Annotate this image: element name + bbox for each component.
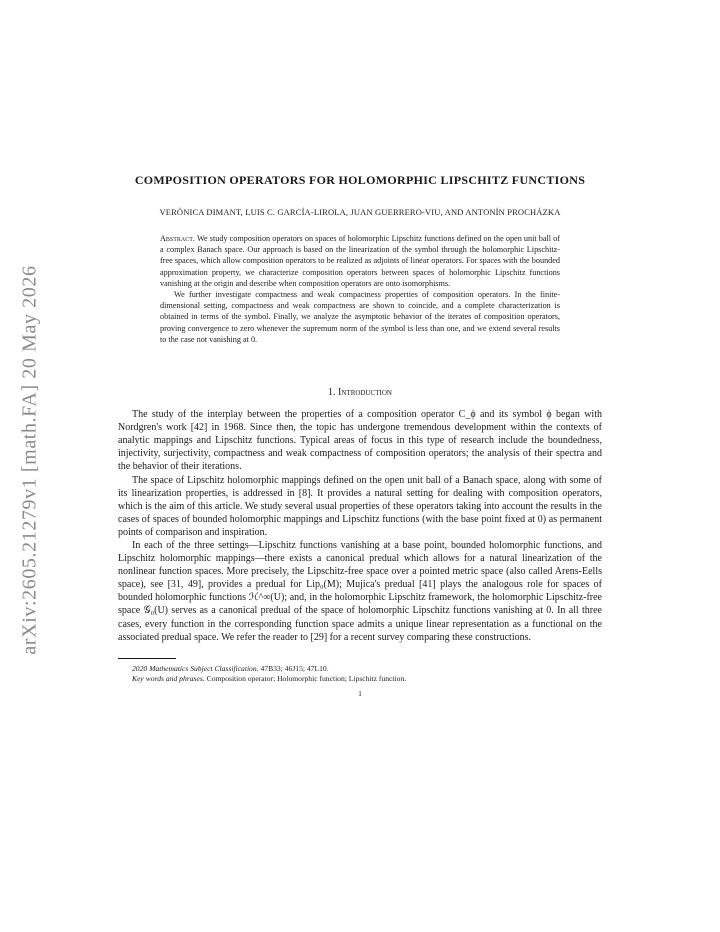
page-number: 1	[358, 688, 362, 698]
msc-label: 2020 Mathematics Subject Classification.	[132, 663, 259, 673]
msc-value: 47B33; 46J15; 47L10.	[260, 663, 329, 673]
keywords-label: Key words and phrases.	[132, 674, 205, 684]
body-text	[118, 408, 602, 644]
section-number: 1.	[328, 387, 336, 399]
abstract-label: Abstract.	[160, 234, 195, 243]
abstract-paragraph-1	[160, 233, 560, 289]
abstract	[160, 233, 560, 345]
section-title: Introduction	[338, 387, 392, 399]
footnote-msc	[118, 664, 602, 675]
keywords-value: Composition operator; Holomorphic function; Lipschitz function.	[206, 674, 407, 684]
author-list: VERÓNICA DIMANT, LUIS C. GARCÍA-LIROLA, JUAN GUERRERO-VIU, AND ANTONÍN PROCHÁZKA	[159, 207, 561, 217]
body-paragraph-3: In each of the three settings—Lipschitz functions vanishing at a base point, bounded holomorphic functions, and Lipschitz holomorphic mappings—there exists a canonical predual which allows for a natural linearization of the nonlinear function spaces. More precisely, the Lipschitz-free space over a pointed metric space (also called Arens-Eells space), see [31, 49], provides a predual for Lip₀(M); Mujica's predual [41] plays the analogous role for spaces of bounded holomorphic functions ℋ^∞(U); and, in the holomorphic Lipschitz framework, the holomorphic Lipschitz-free space 𝒢₀(U) serves as a canonical predual of the space of holomorphic Lipschitz functions vanishing at 0. In all three cases, every function in the corresponding function space admits a unique linear representation as a functional on the associated predual space. We refer the reader to [29] for a recent survey comparing these constructions.	[118, 539, 602, 643]
footnote-rule	[118, 658, 176, 659]
arxiv-stamp-text: arXiv:2605.21279v1 [math.FA] 20 May 2026	[18, 265, 41, 655]
paper-page	[118, 172, 602, 698]
arxiv-stamp	[8, 240, 52, 680]
abstract-text-1: We study composition operators on spaces of holomorphic Lipschitz functions defined on the open unit ball of a complex Banach space. Our approach is based on the linearization of the symbol through the holomorphic Lipschitz-free spaces, which allow composition operators to be realized as adjoints of linear operators. For spaces with the bounded approximation property, we characterize composition operators between spaces of holomorphic Lipschitz functions vanishing at the origin and describe when composition operators are onto isomorphisms.	[160, 234, 560, 288]
section-heading	[118, 387, 602, 398]
footnote-keywords	[118, 674, 602, 685]
body-paragraph-1: The study of the interplay between the properties of a composition operator C_ϕ and its symbol ϕ began with Nordgren's work [42] in 1968. Since then, the topic has undergone tremendous development within the contexts of analytic mappings and Lipschitz functions. Typical areas of focus in this type of research include the boundedness, injectivity, surjectivity, compactness and weak compactness of composition operators; the analysis of their spectra and the behavior of their iterations.	[118, 409, 602, 473]
body-paragraph-2: The space of Lipschitz holomorphic mappings defined on the open unit ball of a Banach space, along with some of its linearization properties, is addressed in [8]. It provides a natural setting for dealing with composition operators, which is the aim of this article. We study several usual properties of these operators taking into account the results in the cases of spaces of bounded holomorphic mappings and Lipschitz functions (with the base point fixed at 0) as permanent points of comparison and inspiration.	[118, 474, 602, 538]
paper-title: COMPOSITION OPERATORS FOR HOLOMORPHIC LIPSCHITZ FUNCTIONS	[134, 173, 586, 187]
abstract-paragraph-2: We further investigate compactness and weak compactness properties of composition operators. In the finite-dimensional setting, compactness and weak compactness are shown to coincide, and a complete characterization is obtained in terms of the symbol. Finally, we analyze the asymptotic behavior of the iterates of composition operators, proving convergence to zero whenever the supremum norm of the symbol is less than one, and we extend several results to the case not vanishing at 0.	[160, 290, 560, 344]
